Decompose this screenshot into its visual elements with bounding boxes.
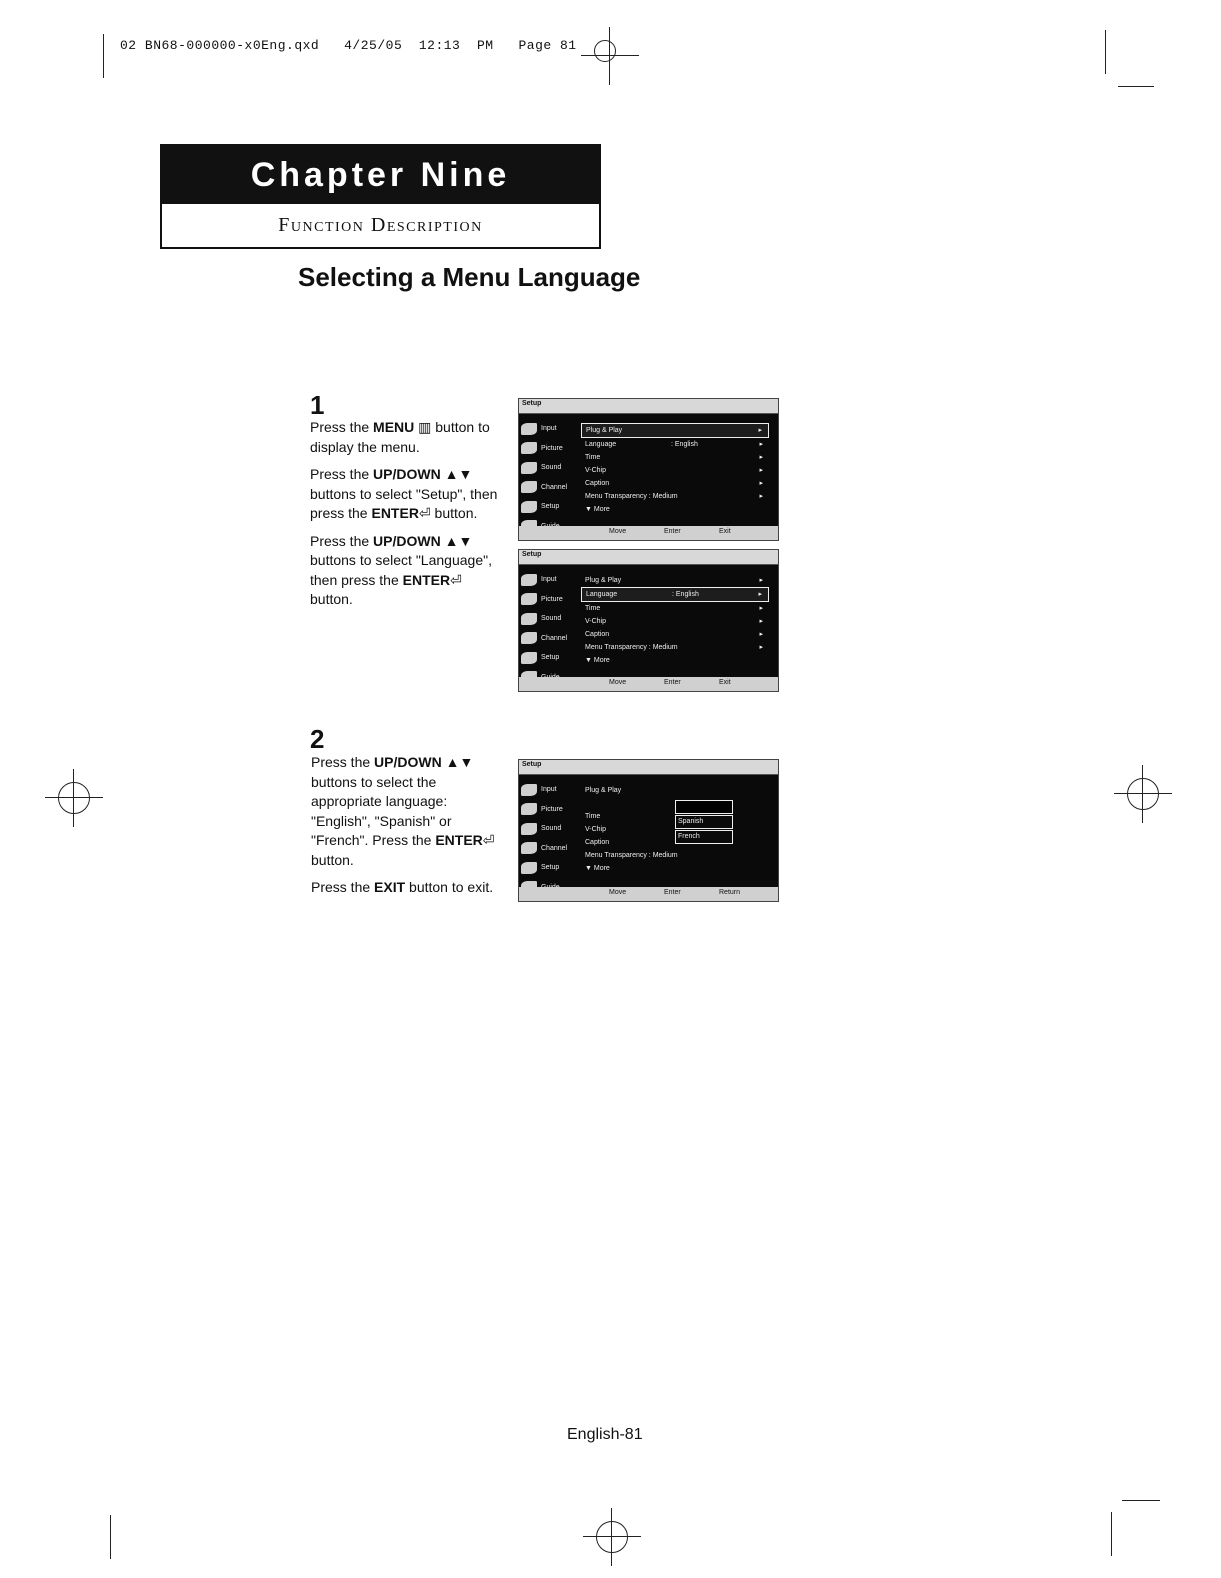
chapter-title: Chapter Nine xyxy=(162,146,599,204)
tv-menu-item: Plug & Play ▸ xyxy=(585,577,763,584)
tv-side-item: Setup xyxy=(521,497,579,517)
tv-menu-icon xyxy=(521,823,537,835)
registration-mark xyxy=(594,40,616,62)
tv-menu-item: Language : English ▸ xyxy=(581,587,769,602)
section-title: Selecting a Menu Language xyxy=(298,262,641,292)
tv-footer-hint: Return xyxy=(719,889,741,896)
tv-footer-hint: Move xyxy=(609,889,627,896)
tv-side-item: Setup xyxy=(521,858,579,878)
tv-menu-item: ▼ More xyxy=(585,506,610,513)
tv-footer-bar xyxy=(519,887,778,901)
tv-menu-item: Time ▸ xyxy=(585,605,763,612)
instruction-paragraph: Press the UP/DOWN ▲▼ buttons to select the appropriate language: "English", "Spanish" or "French". Press the ENTER⏎ button. xyxy=(311,754,495,868)
crop-mark xyxy=(1111,1512,1112,1556)
tv-menu-item: Menu Transparency : Medium xyxy=(585,852,678,859)
step-2-text xyxy=(311,753,501,906)
instruction-paragraph: Press the UP/DOWN ▲▼ buttons to select "Setup", then press the ENTER⏎ button. xyxy=(310,466,498,521)
tv-menu-item: Menu Transparency : Medium ▸ xyxy=(585,493,763,500)
registration-mark xyxy=(1127,778,1159,810)
step-1-text xyxy=(310,418,500,618)
tv-side-item: Picture xyxy=(521,800,579,820)
tv-footer-hint: Enter xyxy=(664,889,681,896)
tv-footer-bar xyxy=(519,677,778,691)
tv-menu-item: Caption ▸ xyxy=(585,631,763,638)
tv-menu-screenshot-setup xyxy=(518,398,779,541)
tv-menu-item: Time xyxy=(585,813,601,820)
tv-menu-icon xyxy=(521,862,537,874)
tv-header-label: Setup xyxy=(522,400,542,407)
tv-side-item: Input xyxy=(521,419,579,439)
tv-menu-item: Plug & Play ▸ xyxy=(581,423,769,438)
tv-menu-icon xyxy=(521,462,537,474)
tv-footer-hint: Exit xyxy=(719,528,731,535)
tv-menu-screenshot-language-select xyxy=(518,759,779,902)
tv-menu-item: ▼ More xyxy=(585,865,610,872)
tv-side-item: Input xyxy=(521,780,579,800)
tv-menu-icon xyxy=(521,481,537,493)
tv-footer-bar xyxy=(519,526,778,540)
tv-menu-item: V-Chip ▸ xyxy=(585,618,763,625)
tv-menu-item: Plug & Play xyxy=(585,787,622,794)
tv-side-item: Setup xyxy=(521,648,579,668)
tv-side-item: Sound xyxy=(521,609,579,629)
registration-mark xyxy=(58,782,90,814)
crop-mark xyxy=(1122,1500,1160,1501)
tv-menu-item: Menu Transparency : Medium ▸ xyxy=(585,644,763,651)
crop-mark xyxy=(103,34,104,78)
tv-side-item: Channel xyxy=(521,629,579,649)
tv-menu-item: V-Chip ▸ xyxy=(585,467,763,474)
tv-menu-icon xyxy=(521,632,537,644)
tv-menu-icon xyxy=(521,501,537,513)
tv-language-option xyxy=(675,800,733,814)
tv-language-option: French xyxy=(675,830,733,844)
tv-menu-item: Caption xyxy=(585,839,610,846)
tv-menu-icon xyxy=(521,842,537,854)
tv-menu-item: Language : English ▸ xyxy=(585,441,763,448)
tv-footer-hint: Move xyxy=(609,679,627,686)
crop-mark xyxy=(1118,86,1154,87)
crop-mark xyxy=(110,1515,111,1559)
tv-footer-hint: Enter xyxy=(664,679,681,686)
tv-language-popup xyxy=(675,800,733,845)
tv-header-bar xyxy=(519,399,778,414)
tv-menu-icon xyxy=(521,593,537,605)
tv-side-item: Picture xyxy=(521,590,579,610)
instruction-paragraph: Press the EXIT button to exit. xyxy=(311,879,494,895)
tv-menu-icon xyxy=(521,442,537,454)
tv-menu-icon xyxy=(521,574,537,586)
crop-mark xyxy=(1105,30,1106,74)
tv-side-item: Picture xyxy=(521,439,579,459)
instruction-paragraph: Press the UP/DOWN ▲▼ buttons to select "Language", then press the ENTER⏎ button. xyxy=(310,532,492,607)
print-slug: 02 BN68-000000-x0Eng.qxd 4/25/05 12:13 PM Page 81 xyxy=(120,38,577,53)
instruction-paragraph: Press the MENU ▥ button to display the menu. xyxy=(310,419,490,455)
tv-menu-screenshot-language xyxy=(518,549,779,692)
step-number: 2 xyxy=(310,724,325,754)
tv-footer-hint: Move xyxy=(609,528,627,535)
tv-side-item: Channel xyxy=(521,478,579,498)
tv-header-bar xyxy=(519,550,778,565)
tv-side-item: Input xyxy=(521,570,579,590)
tv-menu-item: ▼ More xyxy=(585,657,610,664)
registration-mark xyxy=(596,1521,628,1553)
tv-menu-icon xyxy=(521,613,537,625)
tv-header-bar xyxy=(519,760,778,775)
tv-menu-item: Time ▸ xyxy=(585,454,763,461)
step-number: 1 xyxy=(310,390,325,420)
tv-header-label: Setup xyxy=(522,761,542,768)
tv-language-option: Spanish xyxy=(675,815,733,829)
tv-footer-hint: Enter xyxy=(664,528,681,535)
tv-menu-icon xyxy=(521,423,537,435)
chapter-subtitle: Function Description xyxy=(278,214,483,236)
tv-header-label: Setup xyxy=(522,551,542,558)
tv-menu-item: Caption ▸ xyxy=(585,480,763,487)
page-number: English-81 xyxy=(567,1426,643,1443)
tv-menu-icon xyxy=(521,652,537,664)
tv-menu-icon xyxy=(521,784,537,796)
tv-side-item: Sound xyxy=(521,819,579,839)
tv-side-item: Channel xyxy=(521,839,579,859)
tv-menu-item: V-Chip xyxy=(585,826,607,833)
tv-side-item: Sound xyxy=(521,458,579,478)
tv-menu-icon xyxy=(521,803,537,815)
tv-footer-hint: Exit xyxy=(719,679,731,686)
